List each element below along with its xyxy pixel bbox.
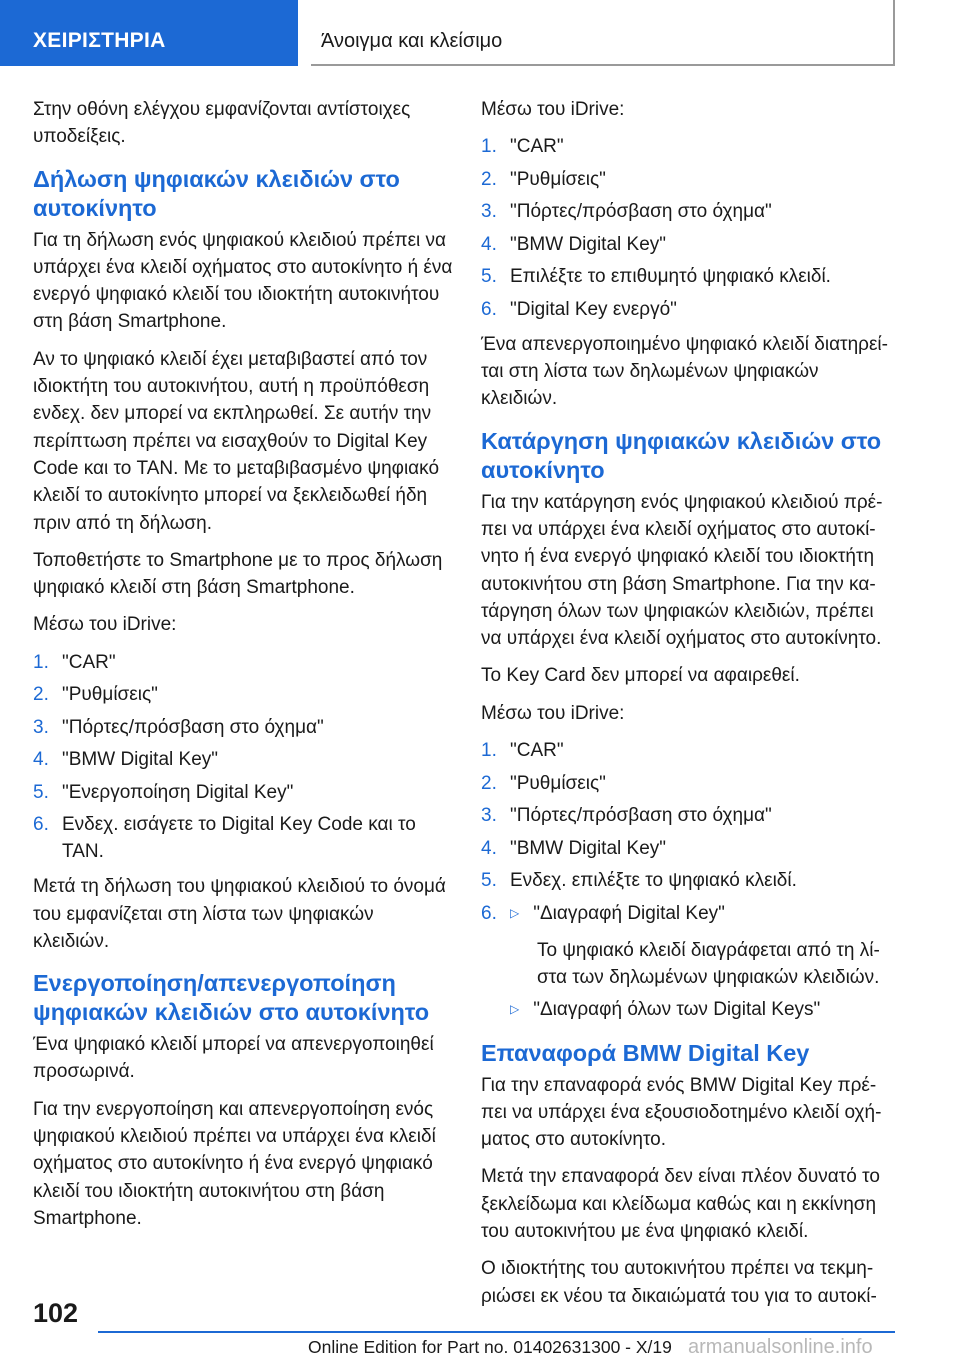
step-number: 6. <box>481 298 497 320</box>
step-text: "CAR" <box>510 740 564 762</box>
via-idrive-label: Μέσω του iDrive: <box>481 702 625 724</box>
step-number: 5. <box>481 870 497 892</box>
step-number: 1. <box>33 651 49 673</box>
heading-remove-keys: Κατάργηση ψηφιακών κλειδιών στο αυτοκίνητο <box>481 427 882 483</box>
list-item <box>33 649 453 676</box>
step-text: Ενδεχ. εισάγετε το Digital Key Code και το TAN. <box>62 814 416 863</box>
paragraph: Για την ενεργοποίηση και απενεργοποίηση ενός ψηφιακού κλειδιού πρέπει να υπάρχει ένα κλειδί οχήματος στο αυτοκίνητο ή ένα ενεργό ψηφιακό κλειδί του ιδιοκτήτη αυτοκινήτου στη βάση Smartphone. <box>33 1098 436 1229</box>
watermark: armanualsonline.info <box>688 1336 873 1358</box>
step-text: "Πόρτες/πρόσβαση στο όχημα" <box>510 201 772 223</box>
step-list <box>481 133 895 323</box>
section-tab: ΧΕΙΡΙΣΤΗΡΙΑ <box>0 0 298 66</box>
step-number: 3. <box>481 201 497 223</box>
paragraph: Μετά τη δήλωση του ψηφιακού κλειδιού το όνομά του εμφανίζεται στη λίστα των ψηφιακών κλειδιών. <box>33 876 446 952</box>
list-item <box>481 231 895 258</box>
step-text: "Διαγραφή όλων των Digital Keys" <box>533 998 821 1020</box>
step-number: 4. <box>481 837 497 859</box>
step-number: 2. <box>33 684 49 706</box>
heading-reset-key: Επαναφορά BMW Digital Key <box>481 1039 810 1066</box>
list-item <box>33 811 453 865</box>
intro-paragraph: Στην οθόνη ελέγχου εμφανίζονται αντίστοιχες υποδείξεις. <box>33 99 411 148</box>
step-text: Το ψηφιακό κλειδί διαγράφεται από τη λίστα των δηλωμένων ψηφιακών κλειδιών. <box>537 939 880 988</box>
step-number: 1. <box>481 740 497 762</box>
step-text: "Πόρτες/πρόσβαση στο όχημα" <box>62 716 324 738</box>
list-item <box>481 166 895 193</box>
list-item <box>33 779 453 806</box>
paragraph: Τοποθετήστε το Smartphone με το προς δήλωση ψηφιακό κλειδί στη βάση Smartphone. <box>33 549 443 599</box>
via-idrive-label: Μέσω του iDrive: <box>33 614 177 636</box>
right-column <box>481 96 895 1320</box>
list-item <box>481 198 895 225</box>
step-text: "CAR" <box>510 136 564 158</box>
paragraph: Για τη δήλωση ενός ψηφιακού κλειδιού πρέπει να υπάρχει ένα κλειδί οχήματος στο αυτοκίνητο ή ένα ενεργό ψηφιακό κλειδί του ιδιοκτήτη αυτοκινήτου στη βάση Smartphone. <box>33 229 453 333</box>
list-item <box>33 746 453 773</box>
step-number: 1. <box>481 136 497 158</box>
step-text: "Διαγραφή Digital Key" <box>533 902 725 924</box>
step-number: 2. <box>481 772 497 794</box>
edition-note: Online Edition for Part no. 01402631300 - X/19 <box>308 1337 672 1357</box>
list-item <box>33 714 453 741</box>
paragraph: Ο ιδιοκτήτης του αυτοκινήτου πρέπει να τεκμηριώσει εκ νέου τα δικαιώματά του για το αυτοκί- <box>481 1258 877 1307</box>
list-item <box>481 263 895 290</box>
step-text: "Ρυθμίσεις" <box>62 684 158 706</box>
step-text: "Ρυθμίσεις" <box>510 168 606 190</box>
step-number: 6. <box>481 902 497 924</box>
paragraph: Για την κατάργηση ενός ψηφιακού κλειδιού πρέπει να υπάρχει ένα κλειδί οχήματος στο αυτοκίνητο ή ένα ενεργό ψηφιακό κλειδί του ιδιοκτήτη αυτοκινήτου στη βάση Smartphone. Για την κατάργηση όλων των ψηφιακών κλειδιών, πρέπει να υπάρχει ένα κλειδί οχήματος στο αυτοκίνητο. <box>481 491 883 650</box>
step-list <box>481 737 895 929</box>
step-text: Ενδεχ. επιλέξτε το ψηφιακό κλειδί. <box>510 870 797 892</box>
list-item <box>33 681 453 708</box>
chapter-title: Άνοιγμα και κλείσιμο <box>311 0 895 66</box>
step-text: "Digital Key ενεργό" <box>510 298 677 320</box>
step-text: "Ρυθμίσεις" <box>510 772 606 794</box>
step-text: "BMW Digital Key" <box>62 749 219 771</box>
page-header <box>0 0 960 66</box>
step-number: 3. <box>33 716 49 738</box>
step-text: "Πόρτες/πρόσβαση στο όχημα" <box>510 805 772 827</box>
paragraph: Μετά την επαναφορά δεν είναι πλέον δυνατό το ξεκλείδωμα και κλείδωμα καθώς και η εκκίνηση του αυτοκινήτου με ένα ψηφιακό κλειδί. <box>481 1166 880 1243</box>
paragraph: Για την επαναφορά ενός BMW Digital Key πρέπει να υπάρχει ένα εξουσιοδοτημένο κλειδί οχήματος στο αυτοκίνητο. <box>481 1074 882 1151</box>
list-item <box>481 770 895 797</box>
triangle-right-icon: ▷ <box>510 905 520 920</box>
step-text: Επιλέξτε το επιθυμητό ψηφιακό κλειδί. <box>510 266 831 288</box>
paragraph: Ένα ψηφιακό κλειδί μπορεί να απενεργοποιηθεί προσωρινά. <box>33 1034 434 1083</box>
step-text: "Ενεργοποίηση Digital Key" <box>62 781 294 803</box>
list-item <box>481 802 895 829</box>
step-number: 3. <box>481 805 497 827</box>
paragraph: Ένα απενεργοποιημένο ψηφιακό κλειδί διατηρείται στη λίστα των δηλωμένων ψηφιακών κλειδιών. <box>481 333 888 410</box>
list-item <box>481 133 895 160</box>
step-text: "BMW Digital Key" <box>510 233 667 255</box>
step-number: 4. <box>481 233 497 255</box>
step-number: 4. <box>33 749 49 771</box>
heading-register-keys: Δήλωση ψηφιακών κλειδιών στο αυτοκίνητο <box>33 165 400 221</box>
step-list <box>33 649 453 866</box>
heading-activate-keys: Ενεργοποίηση/απενεργοποίηση ψηφιακών κλειδιών στο αυτοκίνητο <box>33 970 430 1026</box>
list-item <box>481 737 895 764</box>
list-item <box>481 835 895 862</box>
sub-list-item <box>481 996 895 1025</box>
list-item <box>481 867 895 894</box>
paragraph: Αν το ψηφιακό κλειδί έχει μεταβιβαστεί από τον ιδιοκτήτη του αυτοκινήτου, αυτή η προϋπόθεση ενδεχ. δεν μπορεί να εκπληρωθεί. Σε αυτήν την περίπτωση πρέπει να εισαχθούν το Digital Key Code και το TAN. Με το μεταβιβασμένο ψηφιακό κλειδί το αυτοκίνητο μπορεί να ξεκλειδωθεί ήδη πριν από τη δήλωση. <box>33 348 440 534</box>
left-column <box>33 96 453 1242</box>
list-item <box>481 296 895 323</box>
step-text: "BMW Digital Key" <box>510 837 667 859</box>
step-number: 5. <box>481 266 497 288</box>
via-idrive-label: Μέσω του iDrive: <box>481 99 625 120</box>
triangle-right-icon: ▷ <box>510 1001 520 1016</box>
page-number: 102 <box>33 1298 79 1328</box>
step-number: 5. <box>33 781 49 803</box>
step-text: "CAR" <box>62 651 116 673</box>
paragraph: Το Key Card δεν μπορεί να αφαιρεθεί. <box>481 665 800 687</box>
footer-divider <box>98 1331 895 1333</box>
list-item <box>481 900 895 929</box>
sub-description <box>481 937 895 991</box>
step-number: 2. <box>481 168 497 190</box>
step-number: 6. <box>33 814 49 836</box>
